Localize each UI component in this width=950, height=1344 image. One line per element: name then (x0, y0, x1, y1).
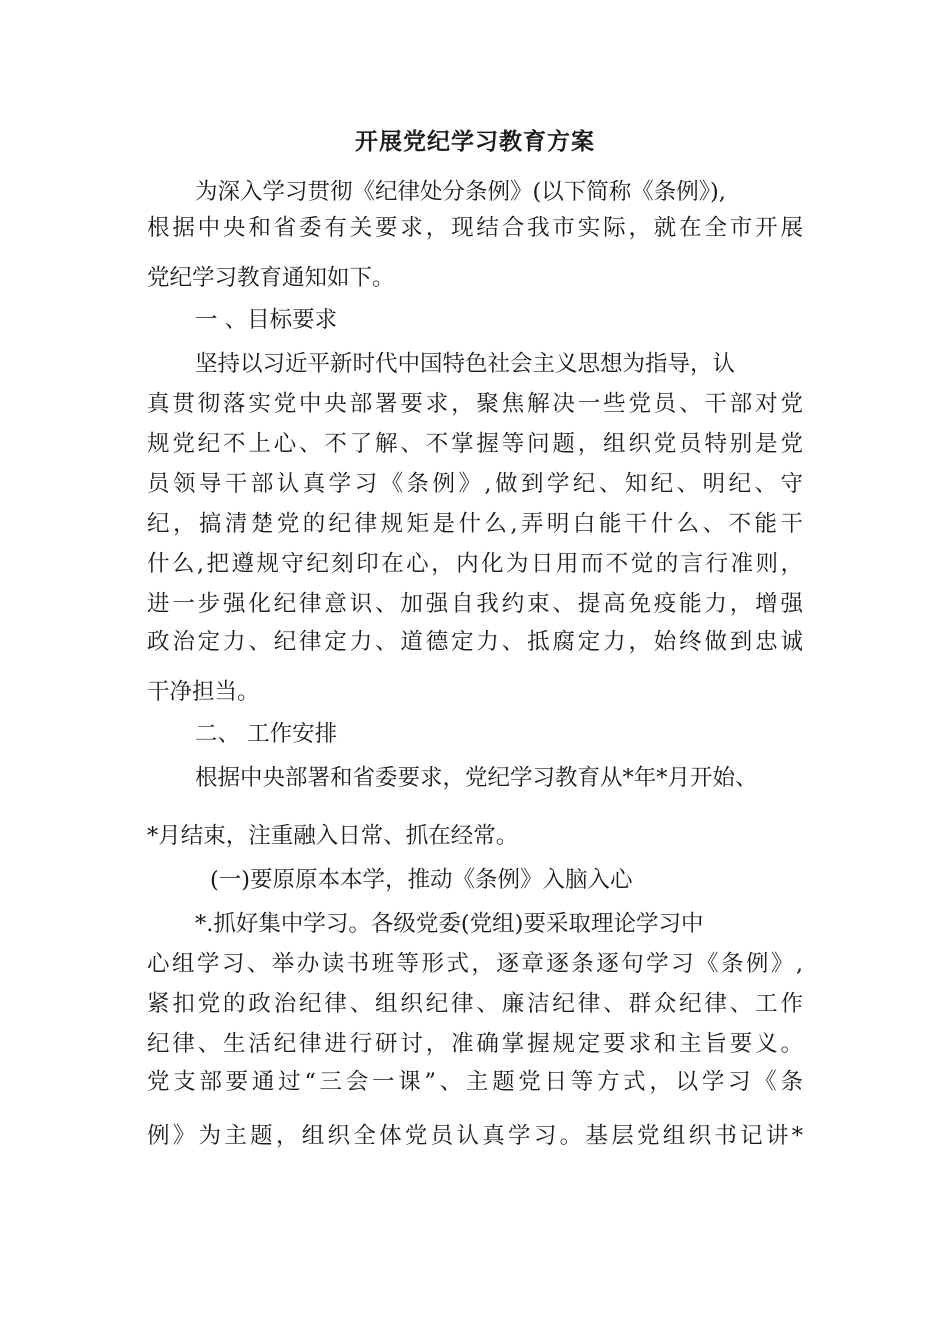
subsection-heading: (一)要原原本本学，推动《条例》入脑入心 (210, 867, 633, 893)
paragraph-line: 干净担当。 (147, 679, 260, 705)
paragraph-line: 紧扣党的政治纪律、组织纪律、廉洁纪律、群众纪律、工作 (147, 991, 803, 1017)
paragraph-line: *月结束，注重融入日常、抓在经常。 (147, 823, 519, 849)
paragraph-line: 什么,把遵规守纪刻印在心，内化为日用而不觉的言行准则， (147, 551, 803, 577)
paragraph-line: 员领导干部认真学习《条例》,做到学纪、知纪、明纪、守 (147, 471, 803, 497)
paragraph-line: 根据中央部署和省委要求，党纪学习教育从*年*月开始、 (195, 765, 758, 791)
paragraph-line: 心组学习、举办读书班等形式，逐章逐条逐句学习《条例》, (147, 951, 803, 977)
paragraph-line: 纪，搞清楚党的纪律规矩是什么,弄明白能干什么、不能干 (147, 511, 803, 537)
section-heading: 一 、目标要求 (195, 307, 338, 333)
section-heading: 二、 工作安排 (195, 721, 338, 747)
paragraph-line: 坚持以习近平新时代中国特色社会主义思想为指导，认 (195, 351, 736, 377)
paragraph-line: 根据中央和省委有关要求，现结合我市实际，就在全市开展 (147, 215, 803, 241)
paragraph-line: 党纪学习教育通知如下。 (147, 265, 395, 291)
paragraph-line: 为深入学习贯彻《纪律处分条例》(以下简称《条例》), (195, 179, 726, 205)
paragraph-line: *.抓好集中学习。各级党委(党组)要采取理论学习中 (195, 911, 704, 937)
document-title: 开展党纪学习教育方案 (355, 128, 595, 155)
paragraph-line: 进一步强化纪律意识、加强自我约束、提高免疫能力，增强 (147, 591, 803, 617)
paragraph-line: 规党纪不上心、不了解、不掌握等问题，组织党员特别是党 (147, 431, 803, 457)
paragraph-line: 真贯彻落实党中央部署要求，聚焦解决一些党员、干部对党 (147, 391, 803, 417)
paragraph-line: 例》为主题，组织全体党员认真学习。基层党组织书记讲* (147, 1123, 803, 1149)
paragraph-line: 党支部要通过“三会一课”、主题党日等方式，以学习《条 (147, 1069, 803, 1095)
paragraph-line: 政治定力、纪律定力、道德定力、抵腐定力，始终做到忠诚 (147, 629, 803, 655)
paragraph-line: 纪律、生活纪律进行研讨，准确掌握规定要求和主旨要义。 (147, 1031, 803, 1057)
